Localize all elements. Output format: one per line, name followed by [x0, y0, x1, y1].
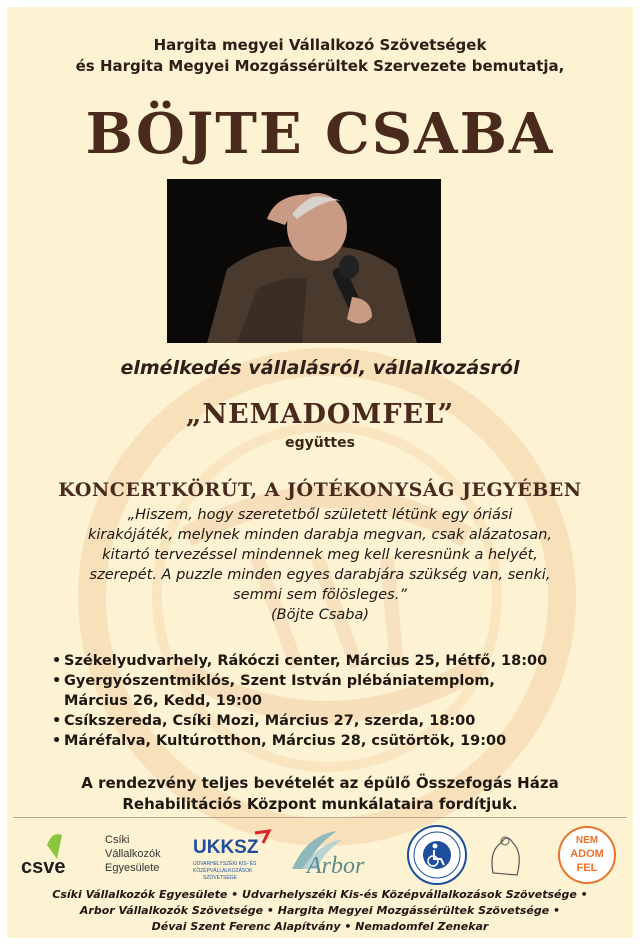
event-item-text: Székelyudvarhely, Rákóczi center, Március 25, Hétfő, 18:00 — [64, 653, 548, 669]
csve-line-3: Egyesülete — [105, 862, 160, 874]
ukksz-small-3: SZÖVETSÉGE — [203, 875, 237, 881]
quote-line-5: semmi sem fölösleges.” — [233, 587, 407, 603]
csve-line-2: Vállalkozók — [105, 848, 161, 860]
organizers-line-1: Csíki Vállalkozók Egyesülete • Udvarhelyszéki Kis-és Középvállalkozások Szövetsége • — [52, 888, 588, 901]
proceeds-note — [7, 773, 633, 815]
devai-szent-ferenc-logo — [492, 837, 519, 875]
event-item-text: Gyergyószentmiklós, Szent István plébániatemplom, Március 26, Kedd, 19:00 — [64, 673, 495, 709]
organizers-line-3: Dévai Szent Ferenc Alapítvány • Nemadomfel Zenekar — [151, 920, 489, 933]
event-item-text: Csíkszereda, Csíki Mozi, Március 27, szerda, 18:00 — [64, 713, 476, 729]
bullet-icon: • — [52, 733, 62, 749]
nemadomfel-logo — [559, 827, 615, 883]
arbor-text: Arbor — [307, 853, 365, 879]
quote-line-2: kirakójáték, melynek minden darabja megvan, csak alázatosan, — [87, 527, 552, 543]
holy-figure-icon — [492, 838, 519, 875]
speaker-photo-illustration — [167, 179, 441, 343]
band-name: „NEMADOMFEL” — [185, 399, 455, 430]
presenter-line-2: és Hargita Megyei Mozgássérültek Szervezete bemutatja, — [75, 57, 565, 75]
event-item-text: Máréfalva, Kultúrotthon, Március 28, csütörtök, 19:00 — [64, 733, 507, 749]
ukksz-logo — [193, 831, 269, 881]
nemadomfel-logo-line-3: FEL — [576, 862, 598, 874]
quote-line-3: kitartó tervezéssel mindennek meg kell keresnünk a helyét, — [102, 547, 538, 563]
tour-title: KONCERTKÖRÚT, A JÓTÉKONYSÁG JEGYÉBEN — [58, 479, 582, 501]
presenter-line-1: Hargita megyei Vállalkozó Szövetségek — [153, 36, 487, 54]
event-item — [52, 731, 547, 751]
speaker-photo — [167, 179, 441, 343]
event-item — [52, 711, 547, 731]
event-item — [52, 651, 547, 671]
mozgasserultek-logo — [408, 826, 466, 884]
event-poster — [7, 7, 633, 938]
presenter-text — [7, 35, 633, 77]
organizers-line-2: Arbor Vállalkozók Szövetsége • Hargita Megyei Mozgássérültek Szövetsége • — [79, 904, 561, 917]
band-suffix: együttes — [285, 435, 355, 451]
event-subtitle: elmélkedés vállalásról, vállalkozásról — [120, 357, 520, 379]
proceeds-note-line-2: Rehabilitációs Központ munkálataira fordítjuk. — [122, 795, 518, 813]
arbor-logo — [292, 831, 365, 879]
csve-logo — [21, 834, 161, 878]
nemadomfel-logo-line-2: ADOM — [570, 848, 604, 860]
csve-line-1: Csíki — [105, 834, 130, 846]
bullet-icon: • — [52, 713, 62, 729]
ukksz-abbr: UKKSZ — [193, 837, 259, 858]
bullet-icon: • — [52, 673, 62, 689]
quote-line-1: „Hiszem, hogy szeretetből született létünk egy óriási — [127, 507, 513, 523]
divider — [13, 817, 627, 818]
proceeds-note-line-1: A rendezvény teljes bevételét az épülő Összefogás Háza — [81, 774, 559, 792]
quote-block — [7, 505, 633, 625]
quote-line-4: szerepét. A puzzle minden egyes darabjára szükség van, senki, — [89, 567, 551, 583]
sponsor-logos — [7, 823, 633, 887]
ukksz-small-1: UDVARHELYSZÉKI KIS- ÉS — [193, 861, 257, 867]
event-item — [52, 671, 547, 711]
speaker-name: BÖJTE CSABA — [85, 101, 555, 167]
nemadomfel-logo-line-1: NEM — [575, 835, 599, 846]
organizers-list — [7, 887, 633, 935]
csve-abbr: csve — [21, 856, 66, 878]
quote-author: (Böjte Csaba) — [270, 607, 370, 623]
bullet-icon: • — [52, 653, 62, 669]
ukksz-small-2: KÖZÉPVÁLLALKOZÁSOK — [193, 868, 253, 874]
event-list — [52, 651, 547, 751]
